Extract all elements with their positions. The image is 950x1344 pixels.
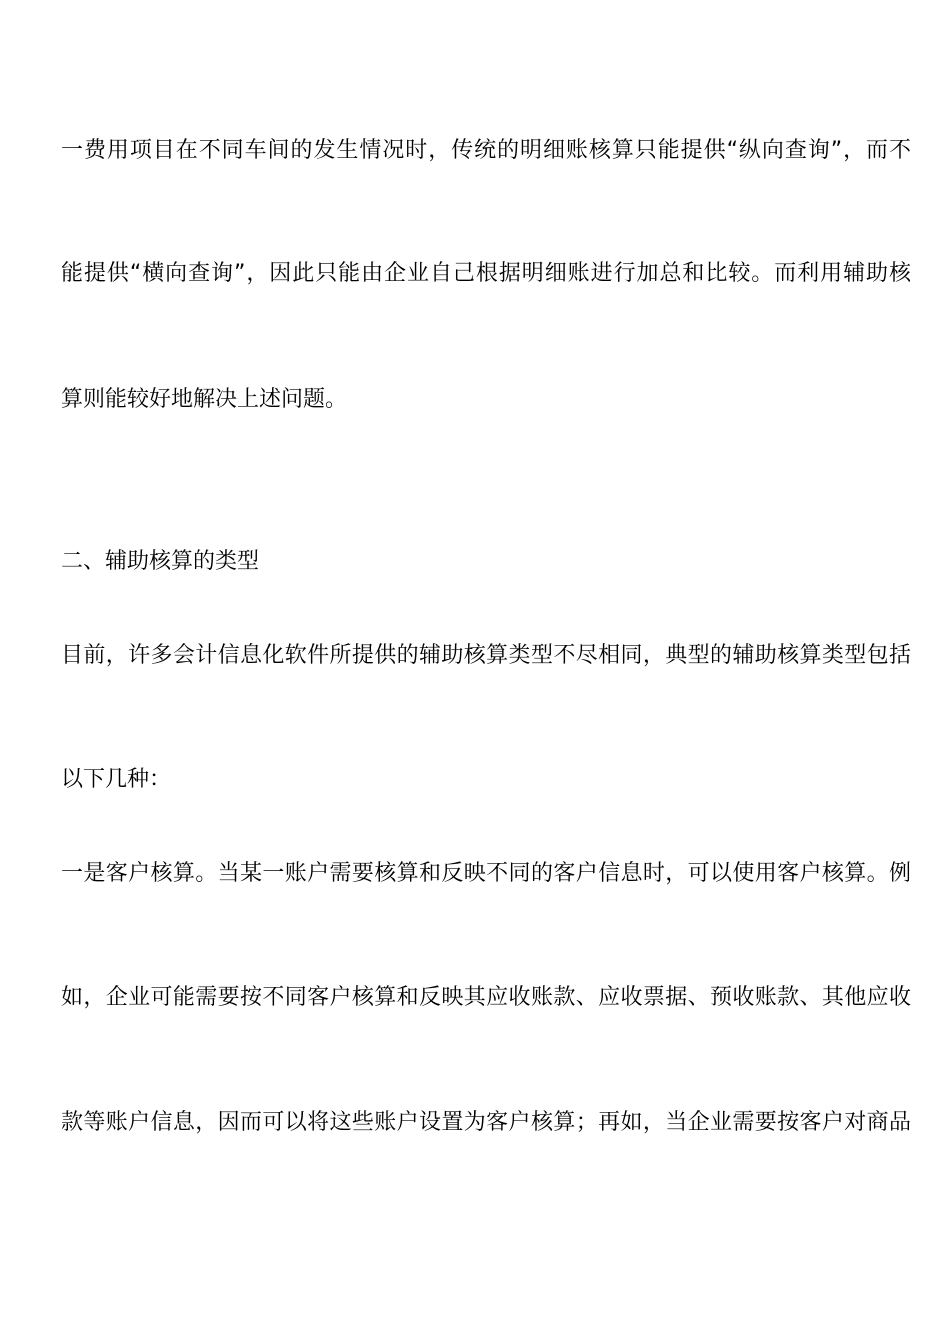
paragraph-line: 一费用项目在不同车间的发生情况时，传统的明细账核算只能提供“纵向查询”，而不: [61, 138, 911, 163]
paragraph-line: 能提供“横向查询”，因此只能由企业自己根据明细账进行加总和比较。而利用辅助核: [61, 261, 911, 286]
section-heading: 二、辅助核算的类型: [61, 549, 260, 574]
paragraph-line: 一是客户核算。当某一账户需要核算和反映不同的客户信息时，可以使用客户核算。例: [61, 861, 911, 886]
paragraph-line: 算则能较好地解决上述问题。: [61, 387, 348, 412]
paragraph-line: 如，企业可能需要按不同客户核算和反映其应收账款、应收票据、预收账款、其他应收: [61, 985, 911, 1010]
paragraph-line: 以下几种：: [61, 767, 172, 792]
paragraph-line: 款等账户信息，因而可以将这些账户设置为客户核算；再如，当企业需要按客户对商品: [61, 1110, 911, 1135]
paragraph-line: 目前，许多会计信息化软件所提供的辅助核算类型不尽相同，典型的辅助核算类型包括: [61, 643, 911, 668]
